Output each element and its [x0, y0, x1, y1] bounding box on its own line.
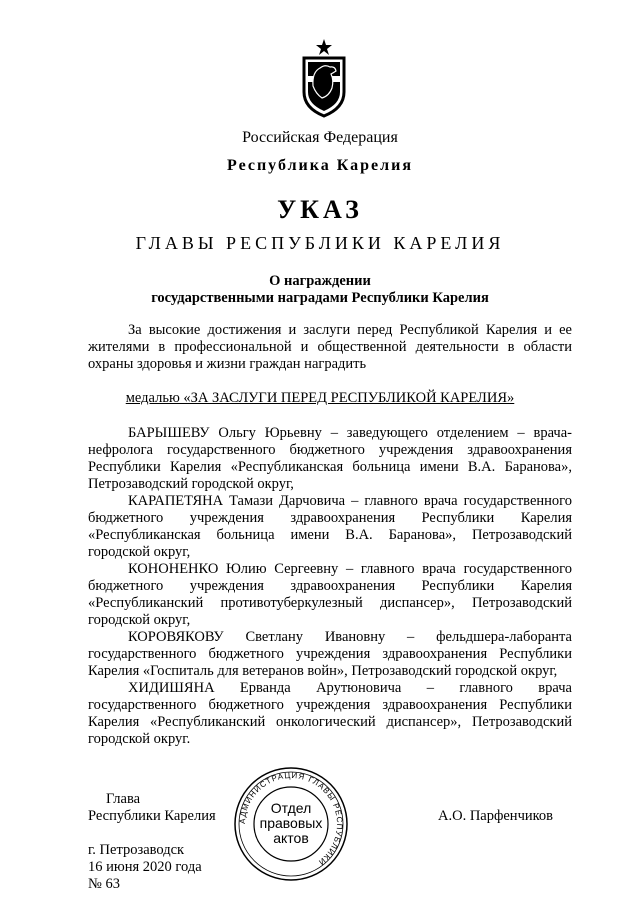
awardee-4: КОРОВЯКОВУ Светлану Ивановну – фельдшера-лаборанта государственного бюджетного учреждения здравоохранения Республики Карелия «Госпиталь для ветеранов войн», Петрозаводский городской округ,: [88, 629, 572, 679]
subject-line-1: О награждении: [269, 273, 371, 289]
issuer: ГЛАВЫ РЕСПУБЛИКИ КАРЕЛИЯ: [135, 233, 505, 253]
signatory-title-line-1: Глава: [106, 791, 141, 807]
awardee-3: КОНОНЕНКО Юлию Сергеевну – главного врача государственного бюджетного учреждения здравоохранения Республики Карелия «Республиканский противотуберкулезный диспансер», Петрозаводский городской округ,: [88, 561, 572, 628]
signatory-name: А.О. Парфенчиков: [438, 808, 554, 824]
awardees-list: [88, 425, 572, 748]
document-type: УКАЗ: [277, 195, 363, 224]
stamp-line-3: актов: [273, 830, 309, 846]
document-subject: [0, 273, 640, 307]
coat-of-arms-icon: [298, 38, 350, 118]
intro-paragraph: За высокие достижения и заслуги перед Республикой Карелия и ее жителями в профессиональной и общественной деятельности в области охраны здоровья и жизни граждан наградить: [88, 322, 572, 372]
awardee-5: ХИДИШЯНА Ерванда Арутюновича – главного врача государственного бюджетного учреждения здравоохранения Республики Карелия «Республиканский онкологический диспансер», Петрозаводский городской округ.: [88, 680, 572, 747]
medal-title: медалью «ЗА ЗАСЛУГИ ПЕРЕД РЕСПУБЛИКОЙ КАРЕЛИЯ»: [125, 390, 515, 406]
awardee-1: БАРЫШЕВУ Ольгу Юрьевну – заведующего отделением – врача-нефролога государственного бюджетного учреждения здравоохранения Республики Карелия «Республиканская больница имени В.А. Баранова», Петрозаводский городской округ,: [88, 425, 572, 492]
awardee-2: КАРАПЕТЯНА Тамази Дарчовича – главного врача государственного бюджетного учреждения здравоохранения Республики Карелия «Республиканская больница имени В.А. Баранова», Петрозаводский городской округ,: [88, 493, 572, 560]
document-footer: [88, 842, 202, 893]
subject-line-2: государственными наградами Республики Карелия: [151, 290, 489, 306]
signatory-title-line-2: Республики Карелия: [88, 808, 216, 824]
official-stamp: [232, 765, 350, 883]
city: г. Петрозаводск: [88, 842, 185, 858]
stamp-line-1: Отдел: [270, 800, 312, 816]
stamp-ring-text: АДМИНИСТРАЦИЯ ГЛАВЫ РЕСПУБЛИКИ: [237, 770, 345, 868]
date: 16 июня 2020 года: [88, 859, 202, 875]
country-name: Российская Федерация: [242, 129, 398, 146]
signatory-title: [88, 791, 216, 825]
stamp-line-2: правовых: [259, 815, 323, 831]
document-number: № 63: [88, 876, 120, 892]
republic-name: Республика Карелия: [227, 157, 413, 174]
